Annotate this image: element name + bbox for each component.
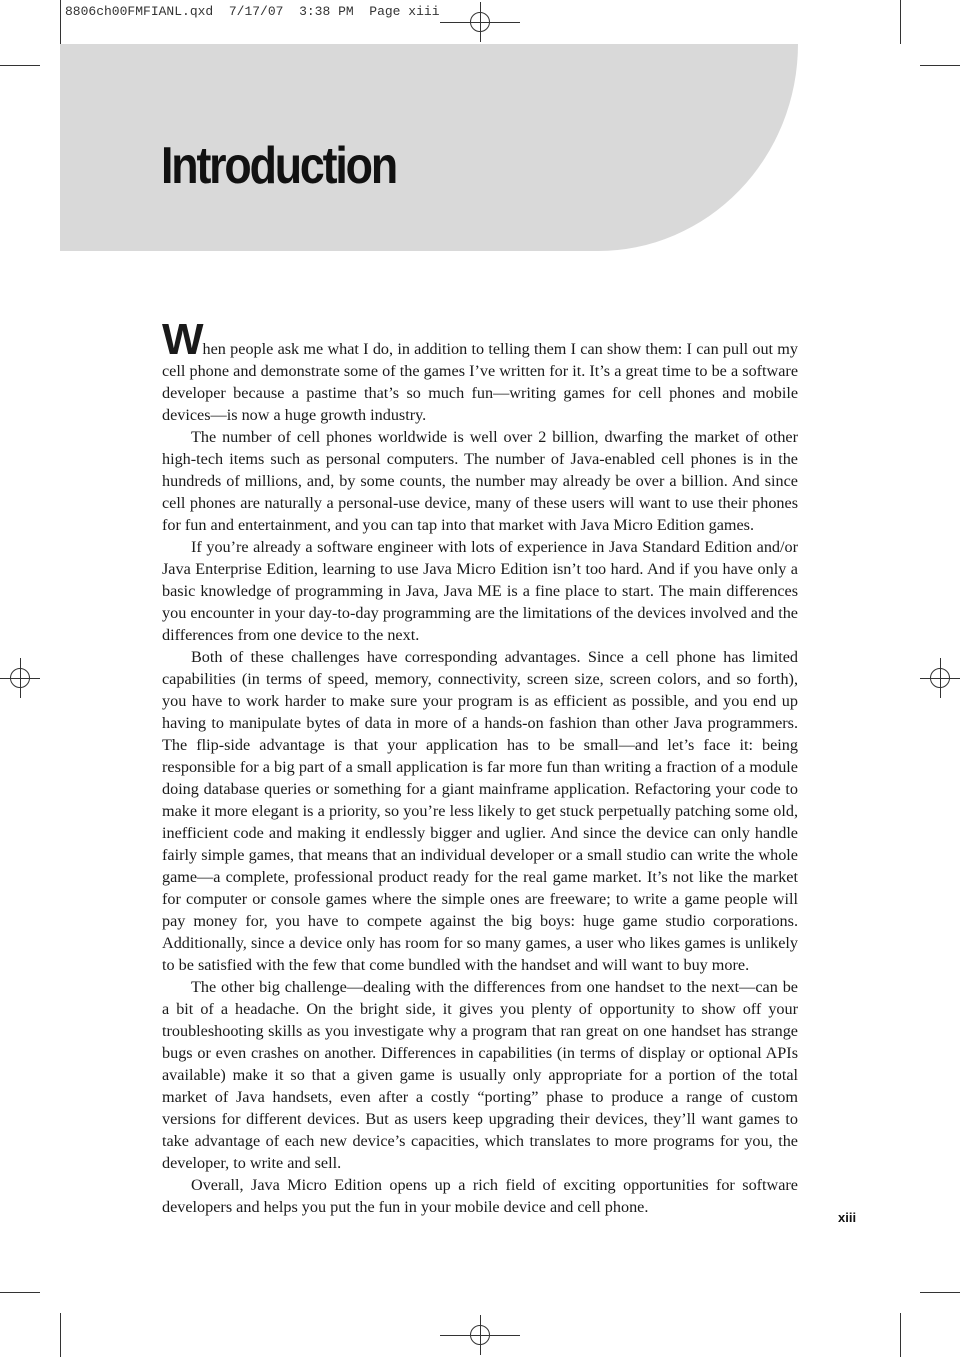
chapter-title: Introduction (161, 137, 397, 195)
crop-mark-bottom-right-v (900, 1313, 901, 1357)
page-number: xiii (838, 1210, 857, 1225)
crop-mark-bottom-left-v (60, 1313, 61, 1357)
paragraph-1 (162, 315, 798, 426)
paragraph-5: The other big challenge—dealing with the differences from one handset to the next—can be a bit of a headache. On the bright side, it gives you plenty of opportunity to show off your troubleshooting skills as you investigate why a program that ran great on one handset has strange bugs or even crashes on another. Differences in capabilities (in terms of display or optional APIs available) make it so that a given game is usually only appropriate for a portion of the total market of Java handsets, even after a costly “porting” phase to produce a range of custom versions for different devices. But as users keep upgrading their devices, they’ll want games to take advantage of each new device’s capacities, which translates to more programs for you, the developer, to write and sell. (162, 978, 798, 1172)
crop-mark-bottom-right-h (920, 1292, 960, 1293)
paragraph-1-text: hen people ask me what I do, in addition to telling them I can show them: I can pull out my cell phone and demonstrate some of the games I’ve written for it. It’s a great time to be a software developer because a pastime that’s so much fun—writing games for cell phones and mobile devices—is now a huge growth industry. (162, 340, 798, 424)
crop-mark-top-right-h (920, 65, 960, 66)
body-text (162, 315, 798, 1218)
paragraph-3: If you’re already a software engineer with lots of experience in Java Standard Edition and/or Java Enterprise Edition, learning to use Java Micro Edition isn’t too hard. And if you have only a basic knowledge of programming in Java, Java ME is a fine place to start. The main differences you encounter in your day-to-day programming are the limitations of the devices involved and the differences from one device to the next. (162, 538, 798, 644)
slug-time: 3:38 PM (299, 4, 354, 19)
paragraph-4: Both of these challenges have corresponding advantages. Since a cell phone has limited capabilities (in terms of speed, memory, connectivity, screen size, screen colors, and so forth), you have to work harder to make sure your program is as efficient as possible, and you end up having to manipulate bytes of data in more of a hands-on fashion than other Java programmers. The flip-side advantage is that your application has to be small—and let’s face it: being responsible for a big part of a small application is far more fun than writing a fraction of a module doing database queries or something for a giant mainframe application. Refactoring your code to make it more elegant is a priority, so you’re less likely to get stuck perpetually patching some old, inefficient code and making it endlessly bigger and uglier. And since the device can only handle fairly simple games, that means that an individual developer or a small studio can write the whole game—a complete, professional product ready for the real game market. It’s not like the market for computer or console games where the simple ones are freeware; to write a game people will pay money for, you have to compete against the big boys: huge game studio corporations. Additionally, since a device only has room for so many games, a user who likes games is unlikely to be satisfied with the few that come bundled with the handset and will want to buy more. (162, 648, 798, 974)
printer-slug (65, 4, 440, 19)
dropcap: W (162, 315, 203, 364)
paragraph-2: The number of cell phones worldwide is well over 2 billion, dwarfing the market of other high-tech items such as personal computers. The number of Java-enabled cell phones is in the hundreds of millions, and, by some counts, the number may already be over a billion. And since cell phones are naturally a personal-use device, many of these users will want to use their phones for fun and entertainment, and you can tap into that market with Java Micro Edition games. (162, 428, 798, 534)
paragraph-6: Overall, Java Micro Edition opens up a rich field of exciting opportunities for software developers and helps you put the fun in your mobile device and cell phone. (162, 1176, 798, 1216)
slug-page: Page xiii (369, 4, 440, 19)
crop-mark-top-right-v (900, 0, 901, 44)
crop-mark-top-left-h (0, 65, 40, 66)
slug-date: 7/17/07 (228, 4, 284, 19)
slug-file: 8806ch00FMFIANL.qxd (65, 4, 214, 19)
crop-mark-bottom-left-h (0, 1292, 40, 1293)
crop-mark-top-left-v (60, 0, 61, 44)
